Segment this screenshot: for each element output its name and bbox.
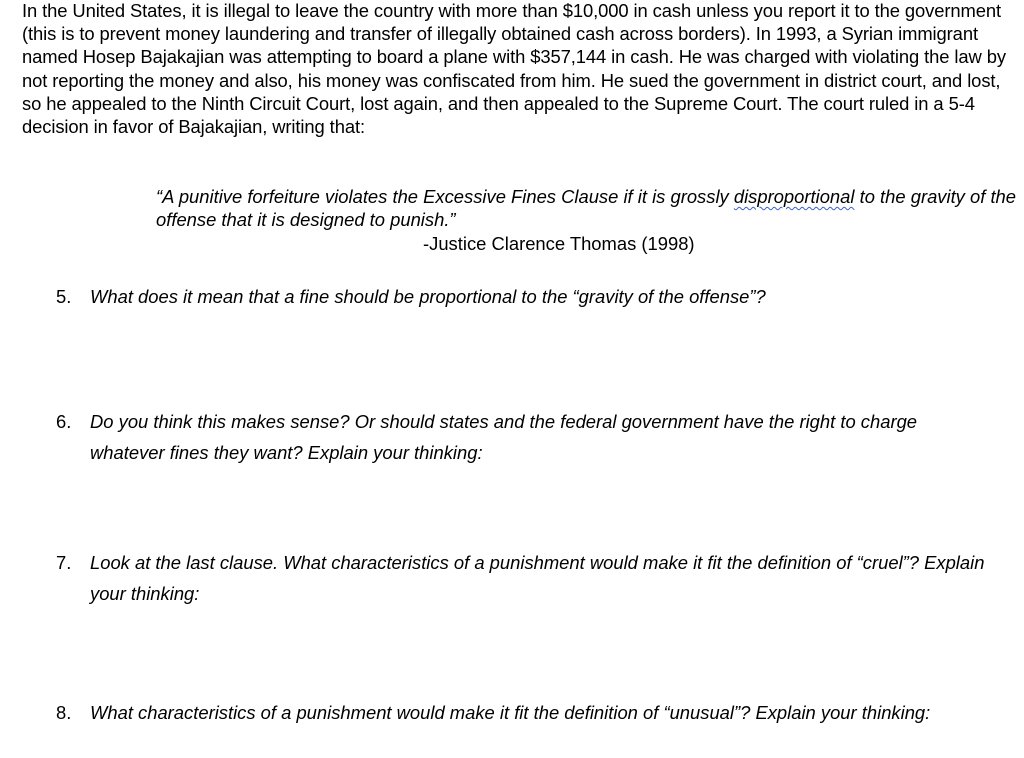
- question-text: What characteristics of a punishment would make it fit the definition of “unusual”? Explain your thinking:: [90, 702, 931, 723]
- quote-attribution: -Justice Clarence Thomas (1998): [423, 232, 695, 254]
- question-text: Do you think this makes sense? Or should states and the federal government have the right to charge whatever fines they want? Explain your thinking:: [90, 411, 918, 463]
- question-number: 7.: [56, 552, 72, 573]
- quote-text-before: “A punitive forfeiture violates the Excessive Fines Clause if it is grossly: [156, 186, 734, 207]
- question-7: [56, 547, 996, 609]
- question-number: 6.: [56, 411, 72, 432]
- quote-text: [156, 185, 1016, 232]
- question-text: What does it mean that a fine should be proportional to the “gravity of the offense”?: [90, 286, 766, 307]
- question-8: [56, 697, 996, 728]
- question-6: [56, 406, 996, 468]
- question-number: 8.: [56, 702, 72, 723]
- question-number: 5.: [56, 286, 72, 307]
- intro-paragraph: In the United States, it is illegal to leave the country with more than $10,000 in cash unless you report it to the government (this is to prevent money laundering and transfer of illegally obtained cash across borders). In 1993, a Syrian immigrant named Hosep Bajakajian was attempting to board a plane with $357,144 in cash. He was charged with violating the law by not reporting the money and also, his money was confiscated from him. He sued the government in district court, and lost, so he appealed to the Ninth Circuit Court, lost again, and then appealed to the Supreme Court. The court ruled in a 5-4 decision in favor of Bajakajian, writing that:: [22, 0, 1006, 138]
- quote-block: [156, 185, 1016, 255]
- spellcheck-flagged-word[interactable]: disproportional: [733, 186, 855, 207]
- question-5: [56, 281, 996, 312]
- quote-text-after: to the gravity of the offense that it is designed to punish.”: [156, 186, 1017, 231]
- question-text: Look at the last clause. What characteristics of a punishment would make it fit the definition of “cruel”? Explain your thinking:: [90, 552, 985, 604]
